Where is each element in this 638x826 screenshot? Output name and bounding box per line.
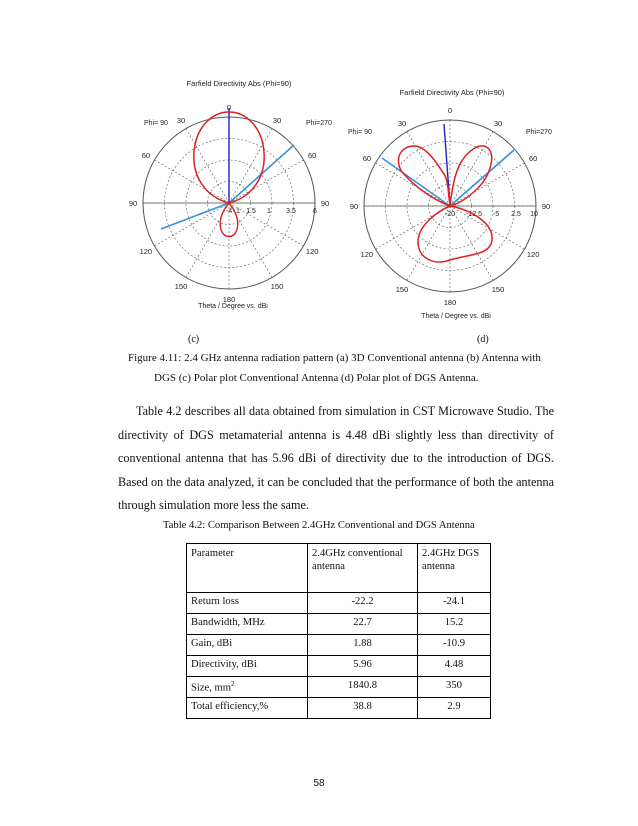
- page-number: 58: [313, 778, 325, 789]
- axis-label: Theta / Degree vs. dBi: [198, 303, 268, 310]
- superscript: 2: [231, 680, 235, 688]
- value-cell: 4.48: [418, 656, 491, 677]
- value-cell: -24.1: [418, 593, 491, 614]
- angle-label: 120: [139, 247, 153, 256]
- figure-caption-line-1: Figure 4.11: 2.4 GHz antenna radiation pattern (a) 3D Conventional antenna (b) Antenna with: [128, 352, 541, 364]
- polar-plot-svg: [344, 80, 574, 342]
- radial-label: 3.5: [286, 208, 296, 215]
- header-cell: Parameter: [187, 544, 308, 593]
- angle-label: 150: [395, 285, 409, 295]
- radial-label: 1.5: [246, 208, 256, 215]
- axis-label: Theta / Degree vs. dBi: [421, 313, 491, 320]
- value-cell: 15.2: [418, 614, 491, 635]
- polar-plot-conventional: [126, 72, 348, 334]
- value-cell: -10.9: [418, 635, 491, 656]
- angle-label: 150: [174, 282, 188, 292]
- value-cell: 1840.8: [308, 677, 418, 698]
- radial-label: 1: [236, 208, 240, 215]
- value-cell: 22.7: [308, 614, 418, 635]
- radial-labels: [445, 211, 538, 218]
- angle-label: 30: [272, 115, 282, 125]
- polar-plot-dgs: [344, 80, 574, 342]
- angle-label: 0: [226, 103, 232, 112]
- angle-label: 60: [307, 151, 317, 160]
- beam-line-left: [382, 158, 450, 206]
- angle-label: 90: [349, 202, 359, 211]
- beam-line-left: [161, 203, 229, 229]
- radial-label: 2.5: [511, 211, 521, 218]
- angle-label: 120: [305, 247, 319, 256]
- angle-label: 0: [447, 106, 453, 115]
- radial-label: -5: [492, 211, 500, 218]
- angle-label: 90: [320, 199, 330, 208]
- table-caption: Table 4.2: Comparison Between 2.4GHz Conventional and DGS Antenna: [163, 520, 475, 531]
- table-row: [187, 614, 491, 635]
- angle-label: 180: [222, 295, 236, 304]
- spoke: [450, 163, 524, 206]
- param-cell: Bandwidth, MHz: [187, 614, 308, 635]
- radial-label: 10: [530, 211, 538, 218]
- phi-right-label: Phi=270: [526, 129, 552, 136]
- value-cell: -22.2: [308, 593, 418, 614]
- value-cell: 5.96: [308, 656, 418, 677]
- table-header-row: [187, 544, 491, 593]
- table-row: [187, 593, 491, 614]
- upper-left-lobe-pattern: [398, 146, 450, 206]
- beam-line-right: [450, 150, 514, 206]
- angle-label: 30: [397, 118, 407, 128]
- angle-label: 90: [541, 202, 551, 211]
- param-cell: Total efficiency,%: [187, 698, 308, 719]
- angle-label: 60: [141, 151, 151, 160]
- param-cell: Directivity, dBi: [187, 656, 308, 677]
- radial-label: -20: [444, 211, 456, 218]
- spoke: [229, 160, 303, 203]
- value-cell: 2.9: [418, 698, 491, 719]
- radial-label: 1: [267, 208, 271, 215]
- value-cell: 350: [418, 677, 491, 698]
- angle-label: 180: [443, 298, 457, 307]
- radial-labels: [226, 208, 317, 215]
- angle-label: 120: [526, 250, 540, 259]
- angle-label: 60: [362, 154, 372, 163]
- polar-plot-svg: [126, 72, 348, 334]
- plot-title: Farfield Directivity Abs (Phi=90): [399, 88, 505, 97]
- table-row: [187, 656, 491, 677]
- phi-left-label: Phi= 90: [348, 129, 372, 136]
- value-cell: 1.88: [308, 635, 418, 656]
- radial-label: -12.5: [466, 211, 482, 218]
- subfigure-label-c: (c): [188, 334, 200, 345]
- body-paragraph: [118, 400, 554, 518]
- figure-caption: [128, 348, 568, 388]
- figure-caption-line-2: DGS (c) Polar plot Conventional Antenna (d) Polar plot of DGS Antenna.: [154, 372, 479, 384]
- subfigure-label-d: (d): [477, 334, 489, 345]
- angle-label: 30: [493, 118, 503, 128]
- paragraph-text: Table 4.2 describes all data obtained from simulation in CST Microwave Studio. The directivity of DGS metamaterial antenna is 4.48 dBi slightly less than directivity of conventional antenna that has 5.96 dBi of directivity due to the introduction of DGS. Based on the data analyzed, it can be concluded that the performance of both the antenna through simulation more less the same.: [118, 404, 554, 513]
- table-row: [187, 677, 491, 698]
- header-cell: 2.4GHz conventional antenna: [308, 544, 418, 593]
- angle-label: 150: [270, 282, 284, 292]
- header-cell: 2.4GHz DGS antenna: [418, 544, 491, 593]
- phi-right-label: Phi=270: [306, 120, 332, 127]
- plot-title: Farfield Directivity Abs (Phi=90): [186, 79, 292, 88]
- param-cell: [187, 677, 308, 698]
- angle-label: 120: [360, 250, 374, 259]
- param-cell: Return loss: [187, 593, 308, 614]
- param-text: Size, mm: [191, 682, 232, 694]
- table-row: [187, 635, 491, 656]
- value-cell: 38.8: [308, 698, 418, 719]
- angle-label: 90: [128, 199, 138, 208]
- radial-label: 6: [313, 208, 317, 215]
- angle-label: 60: [528, 154, 538, 163]
- phi-left-label: Phi= 90: [144, 120, 168, 127]
- comparison-table: [186, 543, 491, 719]
- angle-label: 30: [176, 115, 186, 125]
- param-cell: Gain, dBi: [187, 635, 308, 656]
- table-row: [187, 698, 491, 719]
- angle-label: 150: [491, 285, 505, 295]
- radial-label: -4: [225, 208, 233, 215]
